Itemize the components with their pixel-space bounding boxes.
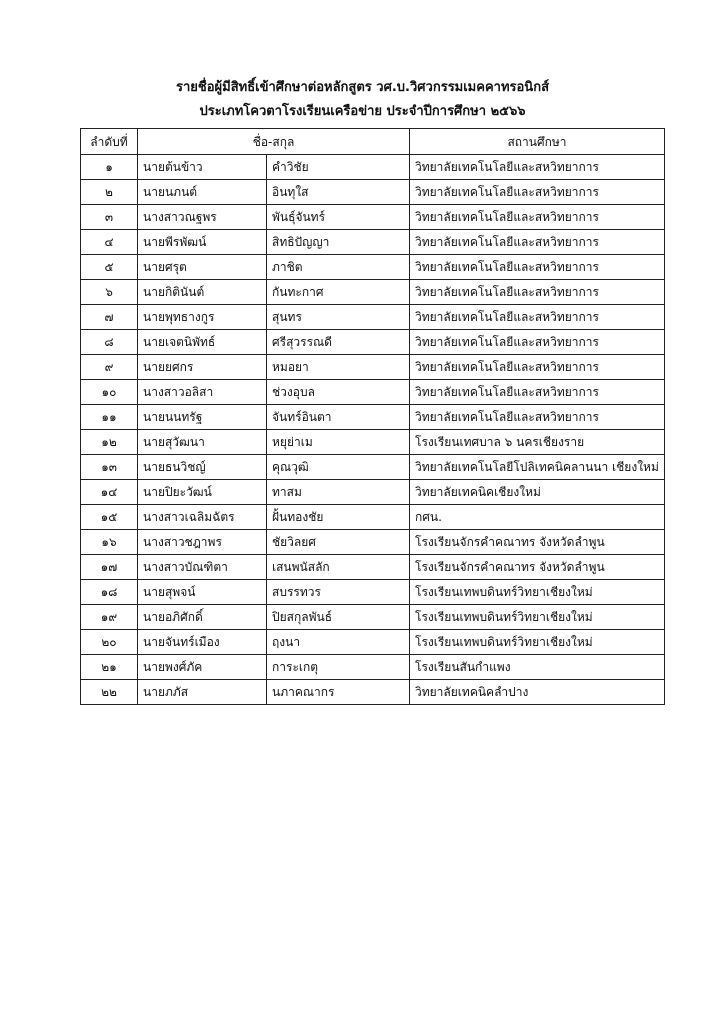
row-number: ๔ — [81, 230, 138, 255]
row-last-name: ปิยสกุลพันธ์ — [267, 605, 410, 630]
table-row — [81, 605, 665, 630]
header-name: ชื่อ-สกุล — [138, 129, 410, 155]
row-first-name: นายศรุต — [138, 255, 267, 280]
row-last-name: หยุย่าเม — [267, 430, 410, 455]
table-row — [81, 380, 665, 405]
table-row — [81, 530, 665, 555]
row-first-name: นายยศกร — [138, 355, 267, 380]
table-row — [81, 555, 665, 580]
row-last-name: คำวิชัย — [267, 155, 410, 180]
row-first-name: นายสุพจน์ — [138, 580, 267, 605]
table-row — [81, 480, 665, 505]
row-number: ๑๖ — [81, 530, 138, 555]
row-last-name: ชัยวิลยศ — [267, 530, 410, 555]
row-first-name: นายนนทรัฐ — [138, 405, 267, 430]
row-number: ๑๐ — [81, 380, 138, 405]
row-school: วิทยาลัยเทคโนโลยีและสหวิทยาการ — [410, 305, 665, 330]
table-row — [81, 630, 665, 655]
header-row — [81, 129, 665, 155]
row-first-name: นายอภิศักดิ์ — [138, 605, 267, 630]
row-first-name: นายพุทธางกูร — [138, 305, 267, 330]
row-first-name: นายเจตนิพัทธ์ — [138, 330, 267, 355]
row-number: ๕ — [81, 255, 138, 280]
row-school: โรงเรียนเทพบดินทร์วิทยาเชียงใหม่ — [410, 630, 665, 655]
row-last-name: พันธุ์จันทร์ — [267, 205, 410, 230]
table-row — [81, 305, 665, 330]
row-school: วิทยาลัยเทคโนโลยีและสหวิทยาการ — [410, 405, 665, 430]
row-number: ๑๙ — [81, 605, 138, 630]
row-number: ๖ — [81, 280, 138, 305]
table-row — [81, 205, 665, 230]
table-row — [81, 255, 665, 280]
row-first-name: นายจันทร์เมือง — [138, 630, 267, 655]
row-number: ๑๒ — [81, 430, 138, 455]
row-first-name: นายปิยะวัฒน์ — [138, 480, 267, 505]
row-first-name: นางสาวณฐพร — [138, 205, 267, 230]
row-last-name: สบรรทวร — [267, 580, 410, 605]
row-number: ๑ — [81, 155, 138, 180]
document-title: รายชื่อผู้มีสิทธิ์เข้าศึกษาต่อหลักสูตร วศ.บ.วิศวกรรมเมคคาทรอนิกส์ — [175, 80, 549, 95]
row-first-name: นายภภัส — [138, 680, 267, 705]
table-row — [81, 405, 665, 430]
row-number: ๑๕ — [81, 505, 138, 530]
row-school: วิทยาลัยเทคโนโลยีและสหวิทยาการ — [410, 155, 665, 180]
row-school: วิทยาลัยเทคโนโลยีและสหวิทยาการ — [410, 180, 665, 205]
row-school: โรงเรียนเทพบดินทร์วิทยาเชียงใหม่ — [410, 605, 665, 630]
row-school: วิทยาลัยเทคโนโลยีและสหวิทยาการ — [410, 355, 665, 380]
row-last-name: สิทธิปัญญา — [267, 230, 410, 255]
row-school: วิทยาลัยเทคโนโลยีและสหวิทยาการ — [410, 380, 665, 405]
table-row — [81, 330, 665, 355]
header-school: สถานศึกษา — [410, 129, 665, 155]
table-row — [81, 680, 665, 705]
row-number: ๙ — [81, 355, 138, 380]
row-last-name: ทาสม — [267, 480, 410, 505]
row-school: โรงเรียนจักรคำคณาทร จังหวัดลำพูน — [410, 555, 665, 580]
applicant-table — [80, 128, 665, 705]
row-last-name: คุณวุฒิ — [267, 455, 410, 480]
table-header — [81, 129, 665, 155]
table-row — [81, 180, 665, 205]
row-school: วิทยาลัยเทคโนโลยีและสหวิทยาการ — [410, 205, 665, 230]
row-number: ๓ — [81, 205, 138, 230]
row-last-name: นภาคณากร — [267, 680, 410, 705]
row-first-name: นางสาวอลิสา — [138, 380, 267, 405]
row-first-name: นางสาวบัณฑิตา — [138, 555, 267, 580]
row-last-name: ฤงนา — [267, 630, 410, 655]
row-last-name: หมอยา — [267, 355, 410, 380]
row-first-name: นางสาวชฎาพร — [138, 530, 267, 555]
table-row — [81, 280, 665, 305]
header-number: ลำดับที่ — [81, 129, 138, 155]
row-number: ๒ — [81, 180, 138, 205]
row-last-name: กันทะกาศ — [267, 280, 410, 305]
row-number: ๑๓ — [81, 455, 138, 480]
table-row — [81, 230, 665, 255]
row-first-name: นายพีรพัฒน์ — [138, 230, 267, 255]
row-school: โรงเรียนจักรคำคณาทร จังหวัดลำพูน — [410, 530, 665, 555]
row-number: ๒๐ — [81, 630, 138, 655]
table-row — [81, 505, 665, 530]
row-first-name: นายต้นข้าว — [138, 155, 267, 180]
table-row — [81, 430, 665, 455]
row-number: ๒๑ — [81, 655, 138, 680]
row-last-name: จันทร์อินตา — [267, 405, 410, 430]
row-school: วิทยาลัยเทคโนโลยีโปลิเทคนิคลานนา เชียงใหม่ — [410, 455, 665, 480]
row-last-name: เสนพนัสลัก — [267, 555, 410, 580]
row-number: ๗ — [81, 305, 138, 330]
row-school: โรงเรียนเทศบาล ๖ นครเชียงราย — [410, 430, 665, 455]
row-last-name: ช่วงอุบล — [267, 380, 410, 405]
row-number: ๑๔ — [81, 480, 138, 505]
row-first-name: นายนภนต์ — [138, 180, 267, 205]
row-school: วิทยาลัยเทคนิคลำปาง — [410, 680, 665, 705]
row-first-name: นายพงศ์ภัค — [138, 655, 267, 680]
row-number: ๑๑ — [81, 405, 138, 430]
row-school: โรงเรียนเทพบดินทร์วิทยาเชียงใหม่ — [410, 580, 665, 605]
row-number: ๒๒ — [81, 680, 138, 705]
row-last-name: ภาชิต — [267, 255, 410, 280]
table-row — [81, 355, 665, 380]
row-last-name: ศรีสุวรรณดี — [267, 330, 410, 355]
row-school: วิทยาลัยเทคโนโลยีและสหวิทยาการ — [410, 280, 665, 305]
row-number: ๑๘ — [81, 580, 138, 605]
table-row — [81, 155, 665, 180]
table-row — [81, 655, 665, 680]
table-body — [81, 155, 665, 705]
table-row — [81, 455, 665, 480]
document-subtitle: ประเภทโควตาโรงเรียนเครือข่าย ประจำปีการศึกษา ๒๕๖๖ — [199, 104, 526, 119]
row-first-name: นายธนวิชญ์ — [138, 455, 267, 480]
row-last-name: อินทุใส — [267, 180, 410, 205]
row-last-name: ฝั้นทองชัย — [267, 505, 410, 530]
row-last-name: การะเกตุ — [267, 655, 410, 680]
row-school: วิทยาลัยเทคโนโลยีและสหวิทยาการ — [410, 330, 665, 355]
table-row — [81, 580, 665, 605]
row-last-name: สุนทร — [267, 305, 410, 330]
row-number: ๘ — [81, 330, 138, 355]
row-number: ๑๗ — [81, 555, 138, 580]
row-first-name: นางสาวเฉลิมฉัตร — [138, 505, 267, 530]
row-first-name: นายสุวัฒนา — [138, 430, 267, 455]
row-school: กศน. — [410, 505, 665, 530]
row-first-name: นายกิตินันต์ — [138, 280, 267, 305]
row-school: วิทยาลัยเทคโนโลยีและสหวิทยาการ — [410, 255, 665, 280]
row-school: โรงเรียนสันกำแพง — [410, 655, 665, 680]
row-school: วิทยาลัยเทคนิคเชียงใหม่ — [410, 480, 665, 505]
row-school: วิทยาลัยเทคโนโลยีและสหวิทยาการ — [410, 230, 665, 255]
